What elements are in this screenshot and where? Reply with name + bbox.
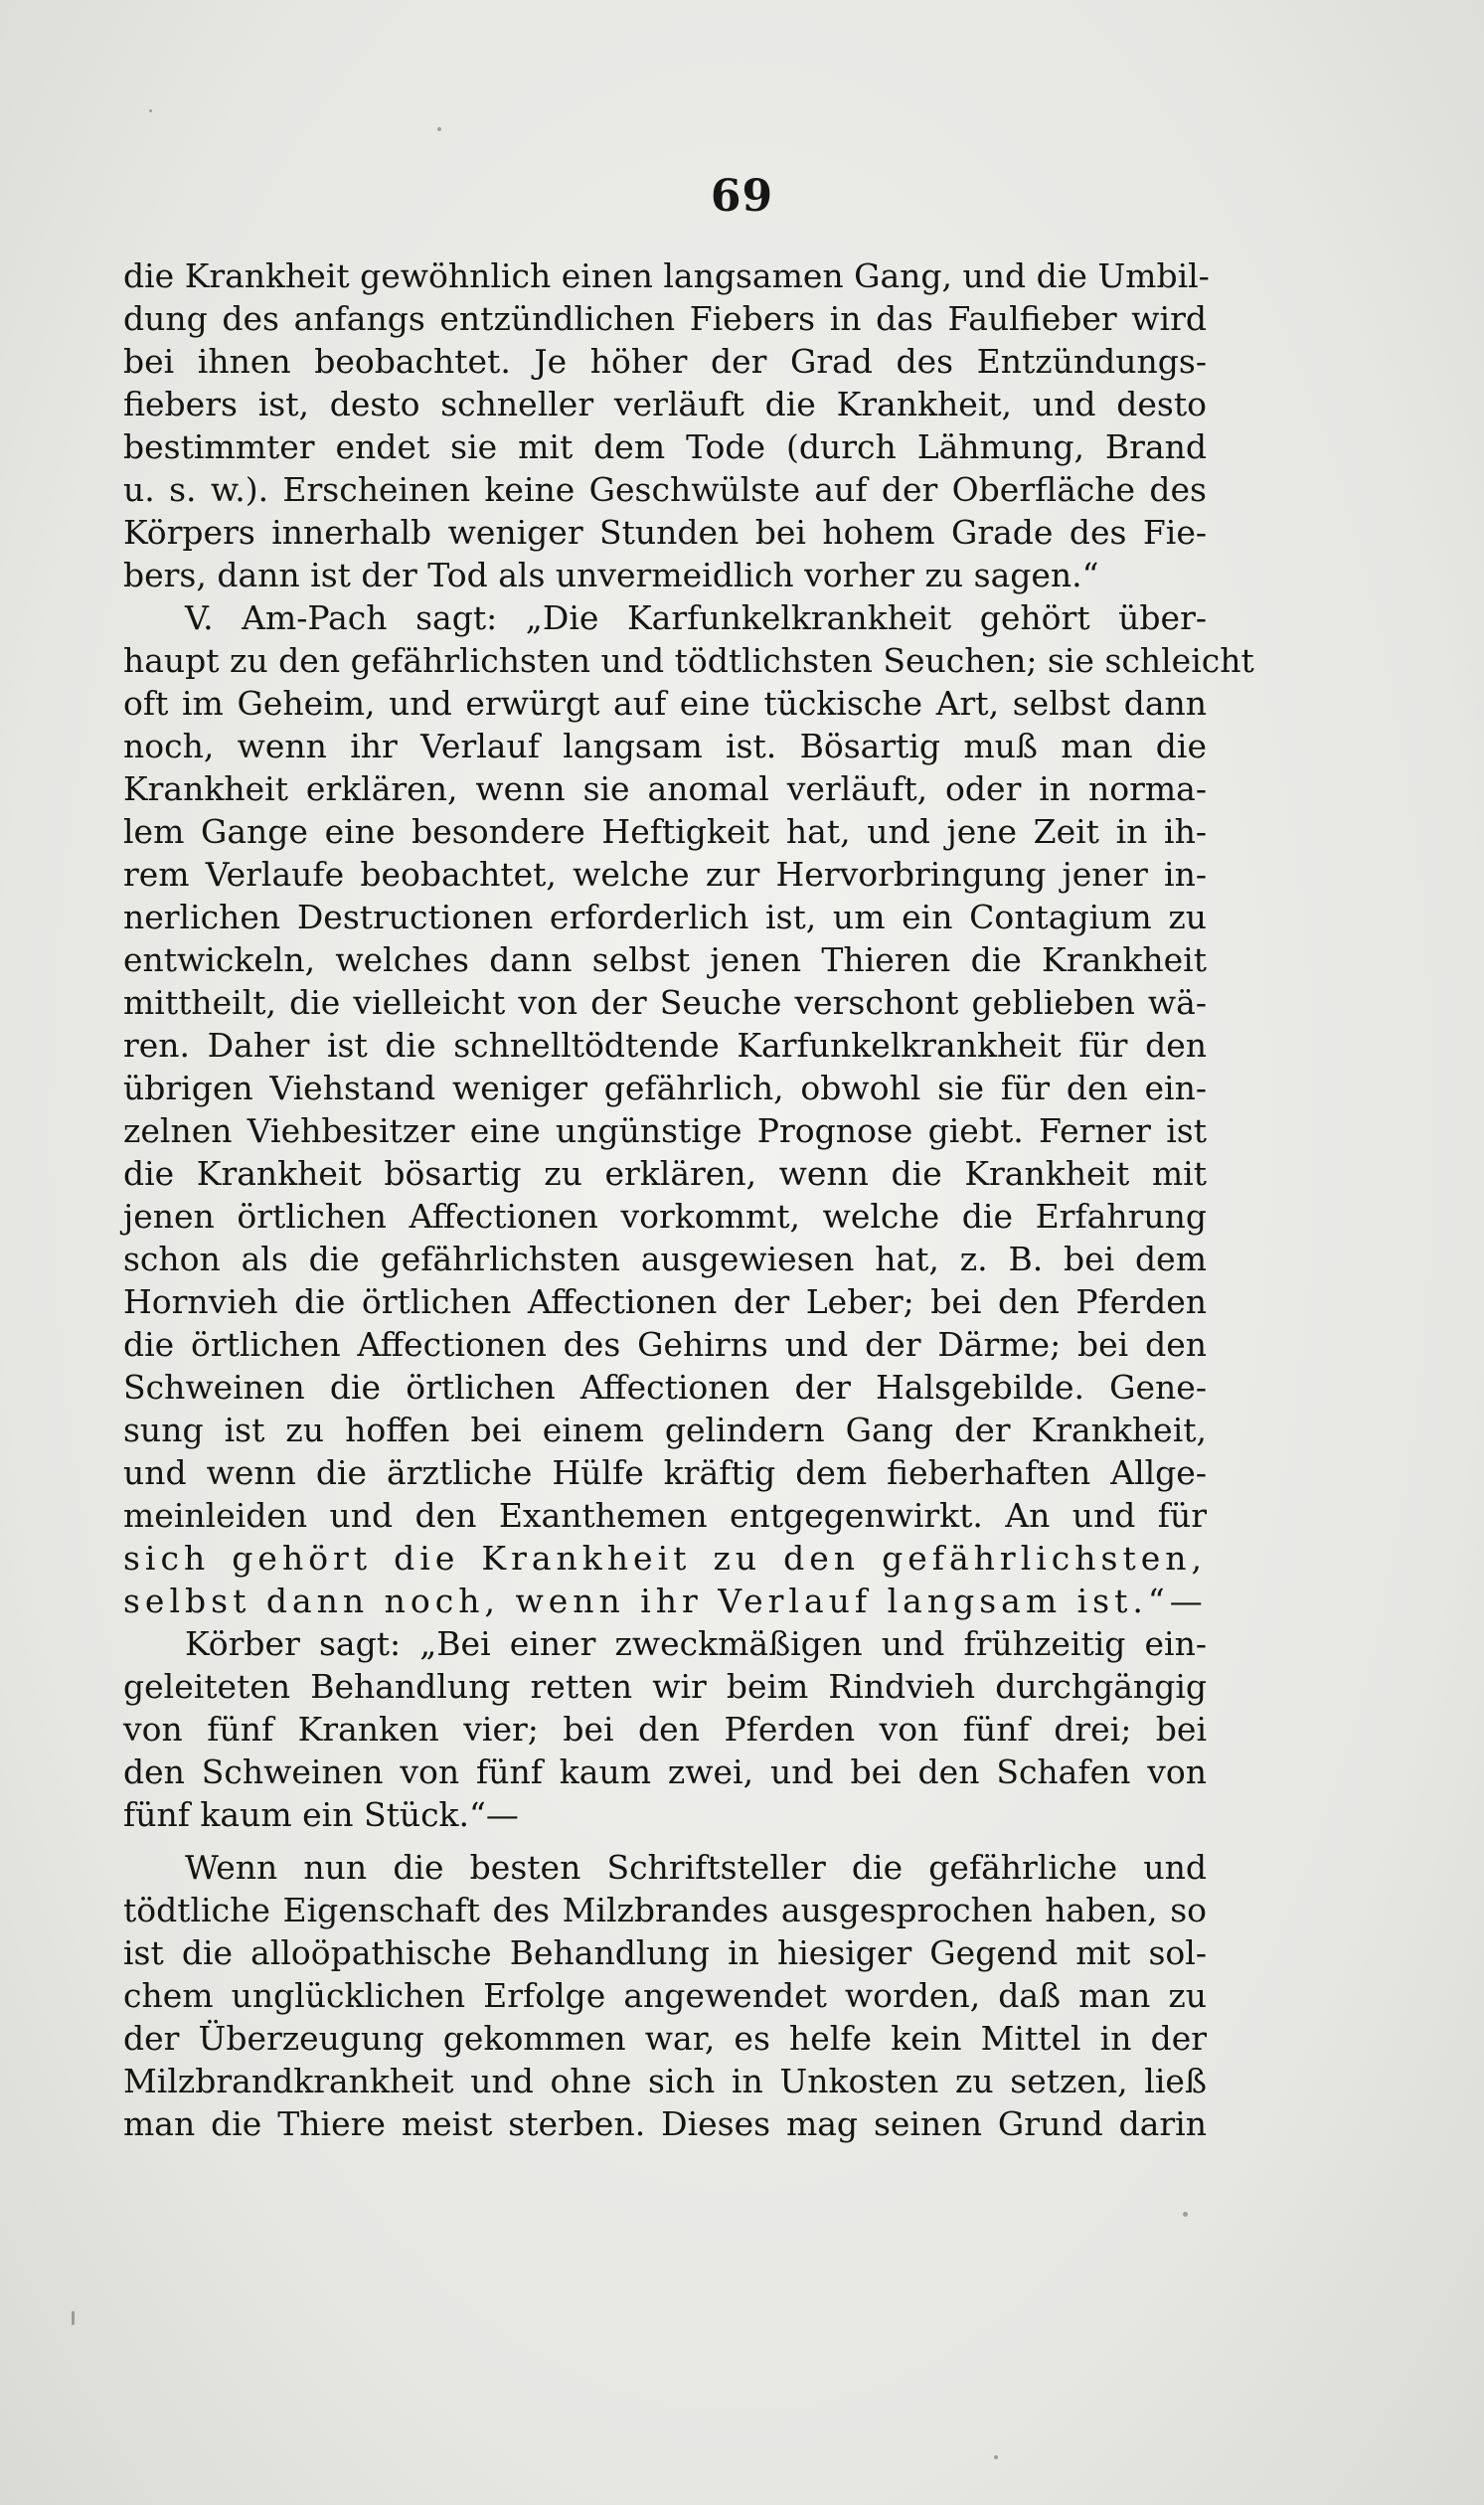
text-line: mittheilt, die vielleicht von der Seuche verschont geblieben wä-: [123, 983, 1207, 1022]
text-line: die Krankheit bösartig zu erklären, wenn die Krankheit mit: [123, 1154, 1207, 1193]
text-line-emphasis: sich gehört die Krankheit zu den gefährlichsten,: [123, 1539, 1207, 1578]
paper-speck: [149, 109, 152, 112]
text-line: dung des anfangs entzündlichen Fiebers in das Faulfieber wird: [123, 299, 1207, 338]
text-line: ist die alloöpathische Behandlung in hiesiger Gegend mit sol-: [123, 1933, 1207, 1972]
text-line: Wenn nun die besten Schriftsteller die gefährliche und: [185, 1848, 1207, 1887]
text-line: Milzbrandkrankheit und ohne sich in Unkosten zu setzen, ließ: [123, 2062, 1207, 2100]
text-line: u. s. w.). Erscheinen keine Geschwülste auf der Oberfläche des: [123, 470, 1207, 509]
text-line: fiebers ist, desto schneller verläuft die Krankheit, und desto: [123, 385, 1207, 423]
text-line: bers, dann ist der Tod als unvermeidlich vorher zu sagen.“: [123, 556, 1099, 594]
text-line: Körber sagt: „Bei einer zweckmäßigen und frühzeitig ein-: [185, 1624, 1207, 1663]
text-line: rem Verlaufe beobachtet, welche zur Hervorbringung jener in-: [123, 855, 1207, 894]
page-number: 69: [710, 171, 774, 222]
text-line: und wenn die ärztliche Hülfe kräftig dem fieberhaften Allge-: [123, 1453, 1207, 1492]
text-line: Körpers innerhalb weniger Stunden bei hohem Grade des Fie-: [123, 513, 1207, 552]
text-line: die örtlichen Affectionen des Gehirns und der Därme; bei den: [123, 1325, 1207, 1364]
text-line: bestimmter endet sie mit dem Tode (durch Lähmung, Brand: [123, 427, 1207, 466]
text-line: geleiteten Behandlung retten wir beim Rindvieh durchgängig: [123, 1667, 1207, 1706]
text-line: bei ihnen beobachtet. Je höher der Grad des Entzündungs-: [123, 342, 1207, 381]
text-line: tödtliche Eigenschaft des Milzbrandes ausgesprochen haben, so: [123, 1891, 1207, 1929]
text-line: übrigen Viehstand weniger gefährlich, obwohl sie für den ein-: [123, 1069, 1207, 1107]
text-line: sung ist zu hoffen bei einem gelindern Gang der Krankheit,: [123, 1411, 1207, 1449]
text-line: lem Gange eine besondere Heftigkeit hat, und jene Zeit in ih-: [123, 812, 1207, 851]
text-line: man die Thiere meist sterben. Dieses mag seinen Grund darin: [123, 2104, 1207, 2143]
text-line: haupt zu den gefährlichsten und tödtlichsten Seuchen; sie schleicht: [123, 641, 1254, 680]
text-line: V. Am-Pach sagt: „Die Karfunkelkrankheit gehört über-: [185, 598, 1207, 637]
paragraph-gap: [123, 1836, 1207, 1846]
text-line-emphasis: selbst dann noch, wenn ihr Verlauf langsam ist.“—: [123, 1582, 1208, 1620]
text-line: die Krankheit gewöhnlich einen langsamen Gang, und die Umbil-: [123, 256, 1210, 295]
text-line: entwickeln, welches dann selbst jenen Thieren die Krankheit: [123, 940, 1207, 979]
paper-speck: [1183, 2212, 1188, 2217]
text-line: nerlichen Destructionen erforderlich ist, um ein Contagium zu: [123, 898, 1207, 936]
text-line: zelnen Viehbesitzer eine ungünstige Prognose giebt. Ferner ist: [123, 1111, 1207, 1150]
text-line: meinleiden und den Exanthemen entgegenwirkt. An und für: [123, 1496, 1207, 1535]
text-line: oft im Geheim, und erwürgt auf eine tückische Art, selbst dann: [123, 684, 1207, 723]
text-line: fünf kaum ein Stück.“—: [123, 1795, 519, 1834]
text-line: der Überzeugung gekommen war, es helfe kein Mittel in der: [123, 2019, 1207, 2058]
paper-speck: [72, 2311, 75, 2325]
text-line: von fünf Kranken vier; bei den Pferden von fünf drei; bei: [123, 1710, 1207, 1749]
paper-speck: [994, 2455, 998, 2459]
body-text: [123, 254, 1254, 2145]
text-line: jenen örtlichen Affectionen vorkommt, welche die Erfahrung: [123, 1197, 1207, 1236]
text-line: den Schweinen von fünf kaum zwei, und bei den Schafen von: [123, 1753, 1207, 1791]
text-line: Krankheit erklären, wenn sie anomal verläuft, oder in norma-: [123, 769, 1207, 808]
text-line: Schweinen die örtlichen Affectionen der Halsgebilde. Gene-: [123, 1368, 1207, 1407]
text-line: noch, wenn ihr Verlauf langsam ist. Bösartig muß man die: [123, 727, 1207, 765]
text-line: ren. Daher ist die schnelltödtende Karfunkelkrankheit für den: [123, 1026, 1207, 1065]
text-line: schon als die gefährlichsten ausgewiesen hat, z. B. bei dem: [123, 1240, 1207, 1278]
text-line: Hornvieh die örtlichen Affectionen der Leber; bei den Pferden: [123, 1282, 1207, 1321]
paper-speck: [437, 127, 441, 131]
text-line: chem unglücklichen Erfolge angewendet worden, daß man zu: [123, 1976, 1207, 2015]
